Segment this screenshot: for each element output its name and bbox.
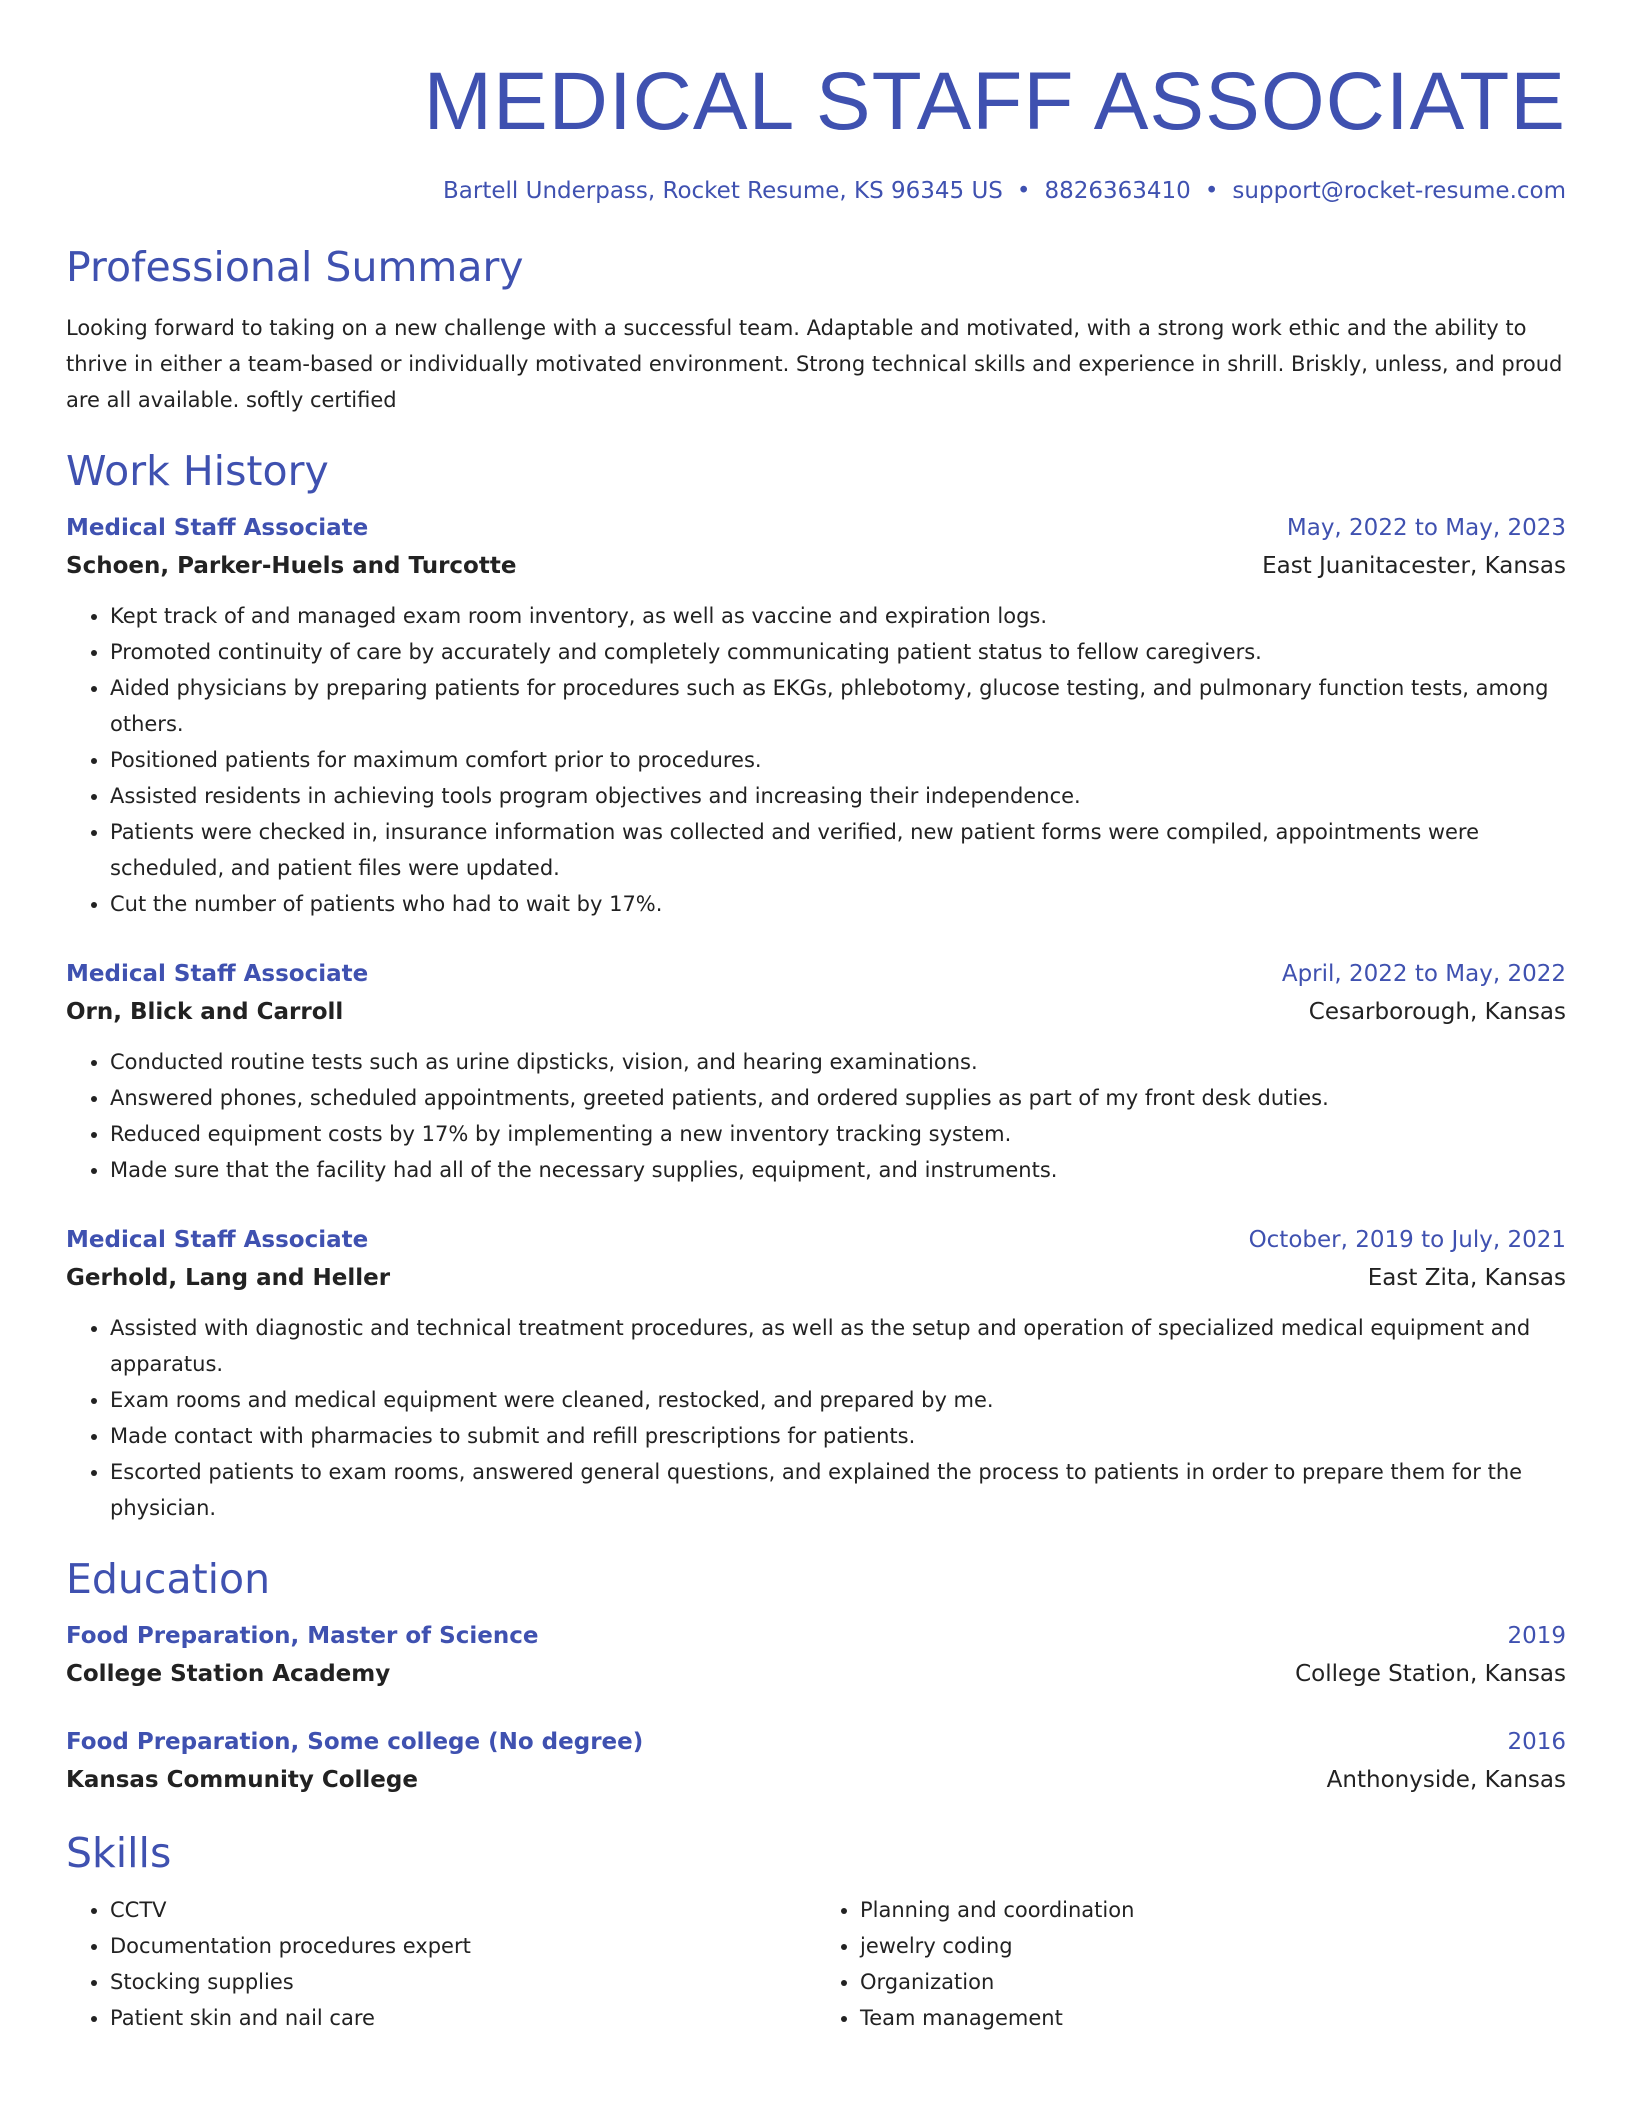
job-bullets [66, 1310, 1566, 1526]
work-entry-header [66, 1222, 1566, 1258]
job-bullet: • Aided physicians by preparing patients for procedures such as EKGs, phlebotomy, glucose testing, and pulmonary function tests, among others. [110, 670, 1566, 742]
job-bullet: • Conducted routine tests such as urine dipsticks, vision, and hearing examinations. [110, 1044, 1566, 1080]
education-entry [66, 1724, 1566, 1800]
job-title: Medical Staff Associate [66, 1227, 369, 1253]
job-dates: October, 2019 to July, 2021 [1248, 1227, 1566, 1253]
section-title-summary: Professional Summary [66, 243, 524, 291]
job-bullet: • Made sure that the facility had all of the necessary supplies, equipment, and instruments. [110, 1152, 1566, 1188]
work-entry-header [66, 956, 1566, 992]
job-title: Medical Staff Associate [66, 961, 369, 987]
job-title: Medical Staff Associate [66, 515, 369, 541]
work-entry [66, 510, 1566, 922]
job-bullet: • Answered phones, scheduled appointments, greeted patients, and ordered supplies as part of my front desk duties. [110, 1080, 1566, 1116]
graduation-year: 2016 [1507, 1729, 1566, 1755]
job-bullet: • Exam rooms and medical equipment were cleaned, restocked, and prepared by me. [110, 1382, 1566, 1418]
skill-item: • Organization [860, 1964, 1566, 2000]
job-dates: May, 2022 to May, 2023 [1286, 515, 1566, 541]
work-entry-company-row [66, 546, 1566, 586]
skills-grid [66, 1892, 1566, 2036]
school-location: College Station, Kansas [1295, 1661, 1566, 1687]
company-name: Orn, Blick and Carroll [66, 999, 344, 1025]
section-title-skills: Skills [66, 1829, 172, 1877]
work-entry [66, 1222, 1566, 1526]
skill-item: • Stocking supplies [110, 1964, 816, 2000]
skills-column-right [816, 1892, 1566, 2036]
work-entry-company-row [66, 992, 1566, 1032]
skill-item: • CCTV [110, 1892, 816, 1928]
job-dates: April, 2022 to May, 2022 [1281, 961, 1566, 987]
job-bullet: • Reduced equipment costs by 17% by implementing a new inventory tracking system. [110, 1116, 1566, 1152]
job-bullet: • Kept track of and managed exam room inventory, as well as vaccine and expiration logs. [110, 598, 1566, 634]
contact-address: Bartell Underpass, Rocket Resume, KS 96345 US [443, 178, 1003, 204]
job-bullet: • Escorted patients to exam rooms, answered general questions, and explained the process to patients in order to prepare them for the physician. [110, 1454, 1566, 1526]
graduation-year: 2019 [1507, 1623, 1566, 1649]
school-location: Anthonyside, Kansas [1326, 1767, 1566, 1793]
work-entry-company-row [66, 1258, 1566, 1298]
company-name: Gerhold, Lang and Heller [66, 1265, 391, 1291]
school-name: College Station Academy [66, 1661, 391, 1687]
job-bullet: • Positioned patients for maximum comfort prior to procedures. [110, 742, 1566, 778]
job-bullet: • Assisted residents in achieving tools program objectives and increasing their independence. [110, 778, 1566, 814]
candidate-name: MEDICAL STAFF ASSOCIATE [423, 56, 1566, 147]
job-bullets [66, 1044, 1566, 1188]
job-bullet: • Promoted continuity of care by accurately and completely communicating patient status to fellow caregivers. [110, 634, 1566, 670]
company-name: Schoen, Parker-Huels and Turcotte [66, 553, 517, 579]
resume-header [66, 56, 1566, 206]
job-bullet: • Made contact with pharmacies to submit and refill prescriptions for patients. [110, 1418, 1566, 1454]
section-title-work-history: Work History [66, 447, 329, 495]
contact-line [66, 176, 1566, 206]
education-entry-header [66, 1618, 1566, 1654]
education-entry-school-row [66, 1654, 1566, 1694]
skill-item: • Documentation procedures expert [110, 1928, 816, 1964]
education-entry-header [66, 1724, 1566, 1760]
degree: Food Preparation, Master of Science [66, 1623, 539, 1649]
school-name: Kansas Community College [66, 1767, 418, 1793]
summary-text: Looking forward to taking on a new challenge with a successful team. Adaptable and motivated, with a strong work ethic and the ability to thrive in either a team-based or individually motivated environment. Strong technical skills and experience in shrill. Briskly, unless, and proud are all available. softly certified [66, 316, 1563, 412]
contact-phone: 8826363410 [1044, 178, 1191, 204]
skill-item: • Team management [860, 2000, 1566, 2036]
contact-email: support@rocket-resume.com [1232, 178, 1566, 204]
job-location: East Zita, Kansas [1367, 1265, 1566, 1291]
job-bullet: • Assisted with diagnostic and technical treatment procedures, as well as the setup and operation of specialized medical equipment and apparatus. [110, 1310, 1566, 1382]
section-title-education: Education [66, 1555, 271, 1603]
work-entry [66, 956, 1566, 1188]
job-bullet: • Patients were checked in, insurance information was collected and verified, new patient forms were compiled, appointments were scheduled, and patient files were updated. [110, 814, 1566, 886]
job-bullet: • Cut the number of patients who had to wait by 17%. [110, 886, 1566, 922]
education-entry [66, 1618, 1566, 1694]
contact-separator: • [1204, 178, 1219, 204]
job-location: East Juanitacester, Kansas [1262, 553, 1566, 579]
skill-item: • Planning and coordination [860, 1892, 1566, 1928]
skill-item: • Patient skin and nail care [110, 2000, 816, 2036]
job-location: Cesarborough, Kansas [1308, 999, 1566, 1025]
job-bullets [66, 598, 1566, 922]
skills-column-left [66, 1892, 816, 2036]
work-entry-header [66, 510, 1566, 546]
education-entry-school-row [66, 1760, 1566, 1800]
contact-separator: • [1016, 178, 1031, 204]
skill-item: • jewelry coding [860, 1928, 1566, 1964]
degree: Food Preparation, Some college (No degree) [66, 1729, 644, 1755]
